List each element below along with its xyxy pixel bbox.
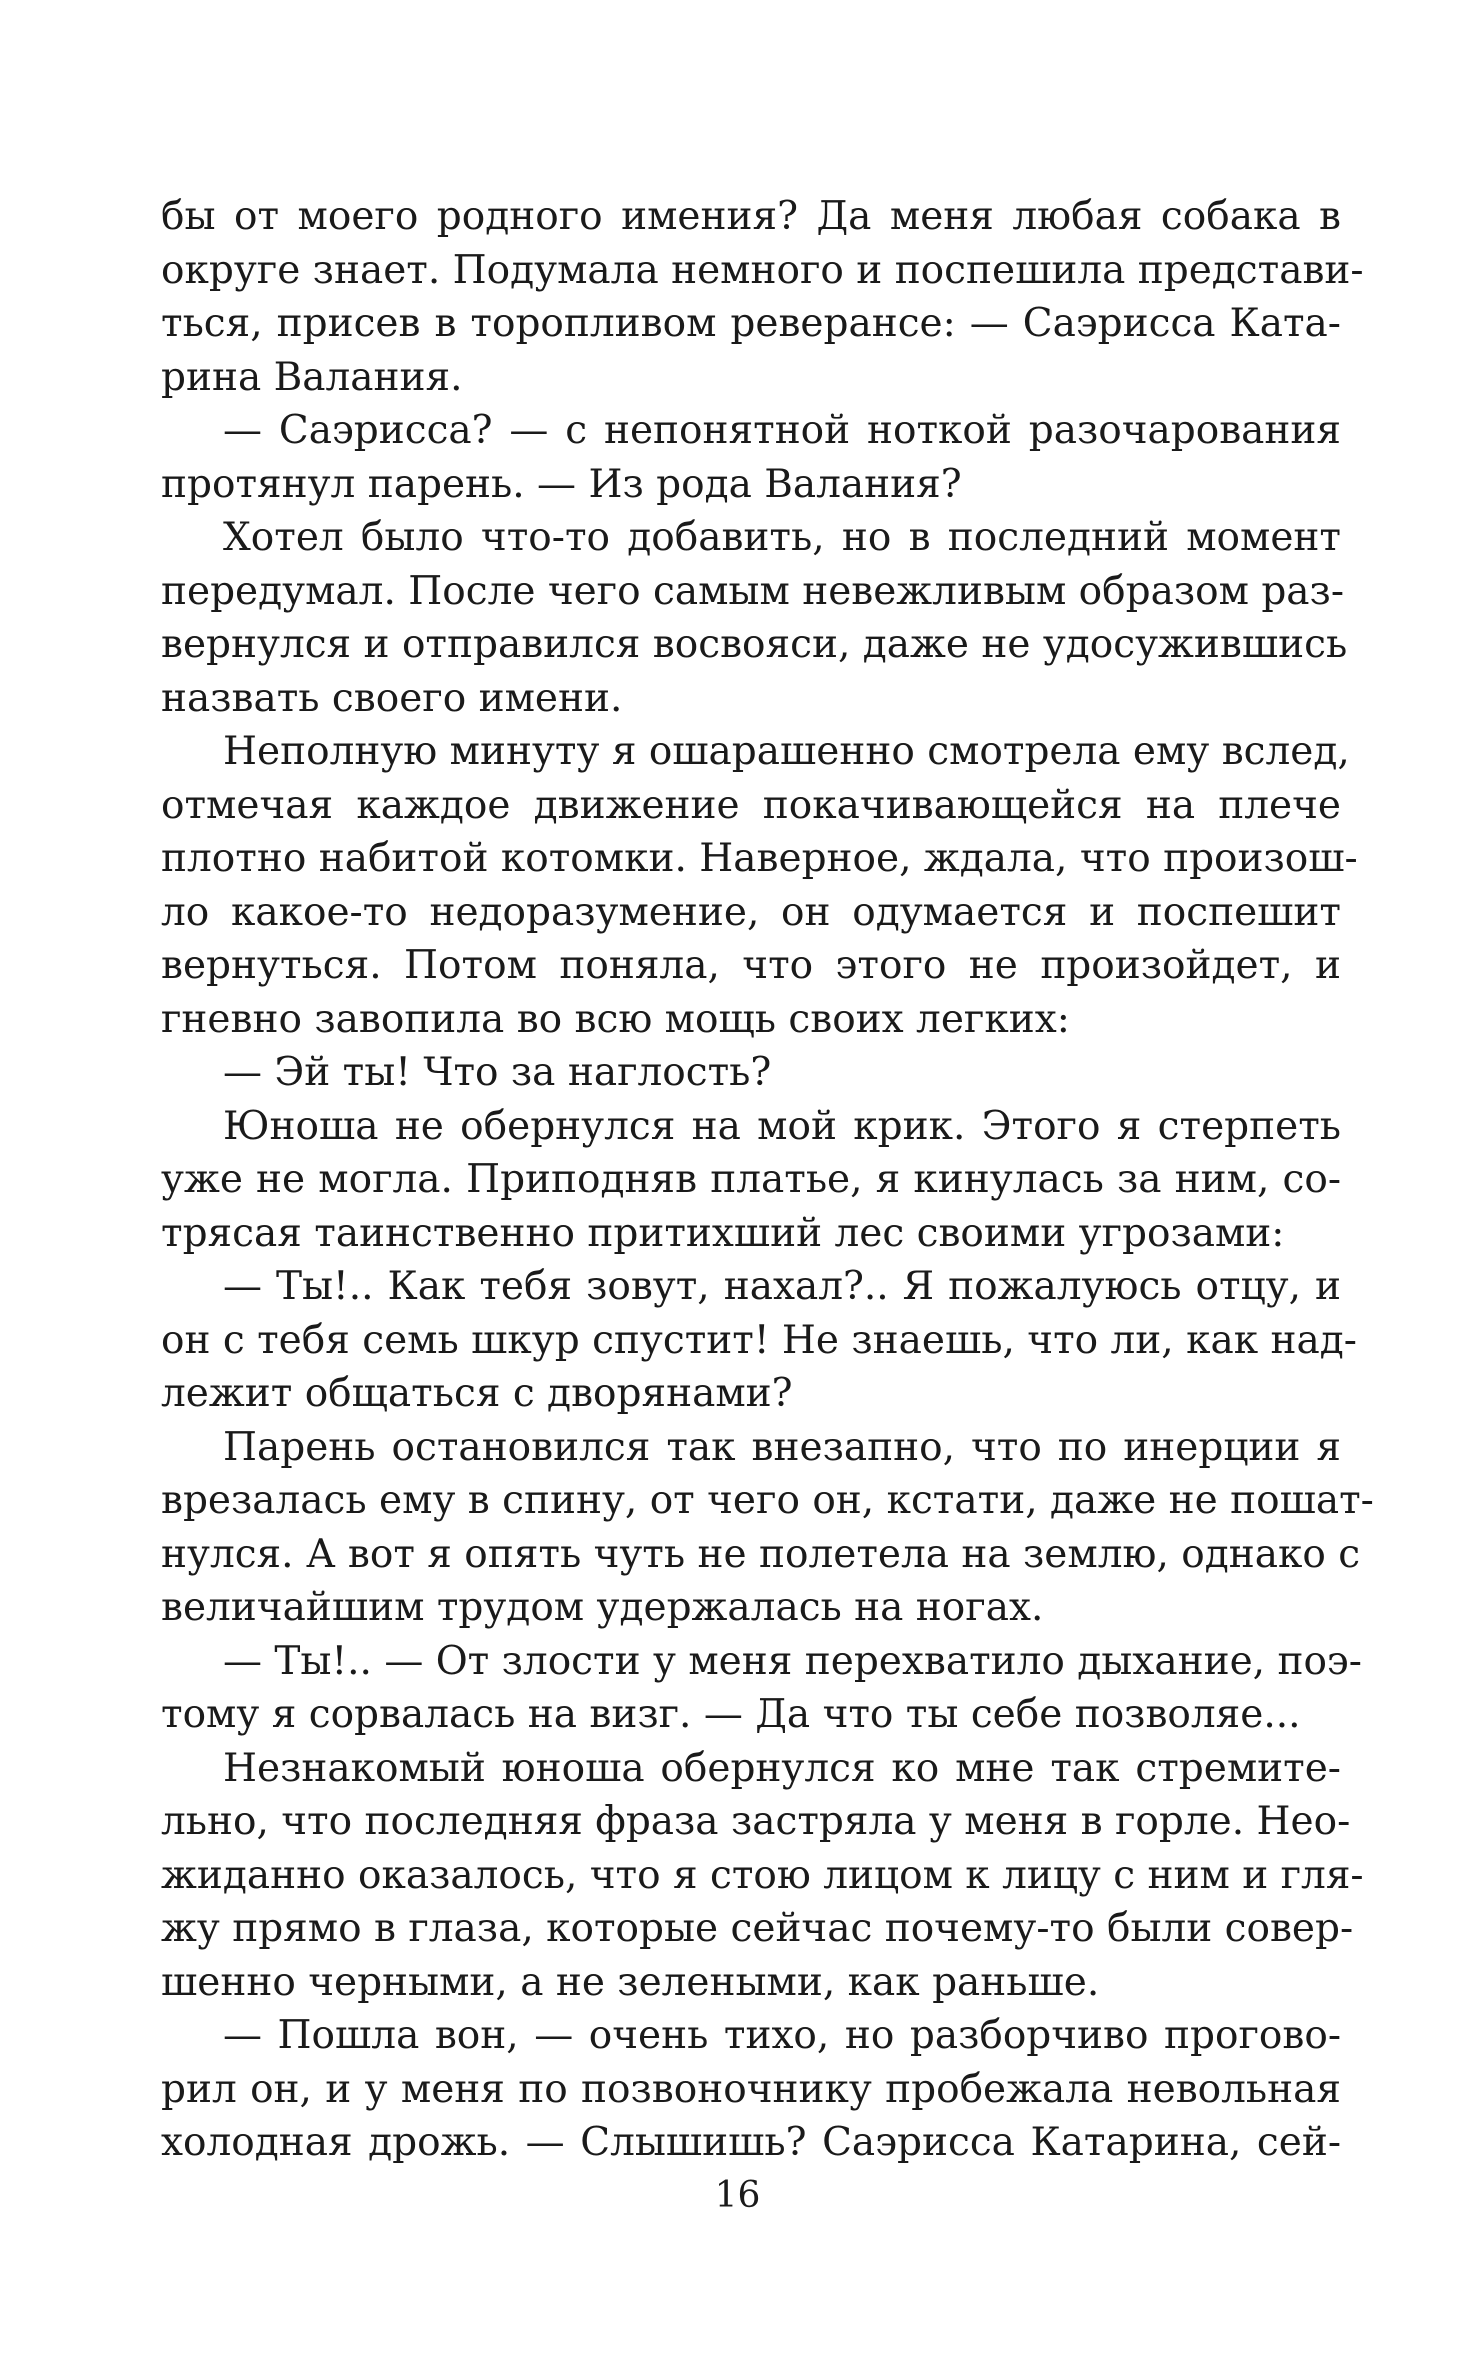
text-line: гневно завопила во всю мощь своих легких: (161, 996, 1070, 1042)
text-line: Хотел было что-то добавить, но в последний момент (223, 515, 1341, 560)
text-line: Юноша не обернулся на мой крик. Этого я стерпеть (223, 1103, 1341, 1149)
text-line: рил он, и у меня по позвоночнику пробежала невольная (161, 2066, 1341, 2112)
text-line: трясая таинственно притихший лес своими угрозами: (161, 1210, 1285, 1256)
text-line: Неполную минуту я ошарашенно смотрела ему вслед, (223, 729, 1350, 774)
text-line: ло какое-то недоразумение, он одумается и поспешит (161, 889, 1341, 935)
text-line: жу прямо в глаза, которые сейчас почему-то были совер- (161, 1906, 1354, 1951)
text-line: нулся. А вот я опять чуть не полетела на землю, однако с (161, 1531, 1361, 1577)
text-line: уже не могла. Приподняв платье, я кинулась за ним, со- (161, 1157, 1341, 1202)
text-line: холодная дрожь. — Слышишь? Саэрисса Катарина, сей- (161, 2120, 1341, 2165)
text-line: — Ты!.. Как тебя зовут, нахал?.. Я пожалуюсь отцу, и (223, 1264, 1341, 1309)
text-line: величайшим трудом удержалась на ногах. (161, 1585, 1044, 1630)
text-line: жиданно оказалось, что я стою лицом к лицу с ним и гля- (161, 1852, 1364, 1898)
text-line: врезалась ему в спину, от чего он, кстати, даже не пошат- (161, 1478, 1374, 1523)
text-line: округе знает. Подумала немного и поспешила представи- (161, 247, 1364, 293)
body-text (161, 190, 1374, 2170)
text-line: — Саэрисса? — с непонятной ноткой разочарования (223, 408, 1341, 453)
text-line: лежит общаться с дворянами? (161, 1371, 793, 1416)
text-line: Незнакомый юноша обернулся ко мне так стремите- (223, 1745, 1341, 1791)
text-line: протянул парень. — Из рода Валания? (161, 461, 962, 507)
text-line: — Ты!.. — От злости у меня перехватило дыхание, поэ- (223, 1638, 1362, 1684)
text-line: отмечая каждое движение покачивающейся на плече (161, 782, 1341, 828)
text-line: шенно черными, а не зелеными, как раньше. (161, 1959, 1100, 2005)
text-line: ться, присев в торопливом реверансе: — Саэрисса Ката- (161, 301, 1341, 346)
text-line: льно, что последняя фраза застряла у меня в горле. Нео- (161, 1799, 1351, 1844)
text-line: — Эй ты! Что за наглость? (223, 1050, 772, 1095)
text-line: вернуться. Потом поняла, что этого не произойдет, и (161, 943, 1341, 988)
text-line: бы от моего родного имения? Да меня любая собака в (161, 194, 1341, 239)
text-line: тому я сорвалась на визг. — Да что ты себе позволяе... (161, 1692, 1301, 1737)
text-line: — Пошла вон, — очень тихо, но разборчиво прогово- (223, 2013, 1341, 2058)
text-line: он с тебя семь шкур спустит! Не знаешь, что ли, как над- (161, 1317, 1357, 1363)
text-line: вернулся и отправился восвояси, даже не удосужившись (161, 622, 1348, 667)
text-line: рина Валания. (161, 354, 463, 400)
text-line: Парень остановился так внезапно, что по инерции я (223, 1424, 1341, 1470)
text-line: назвать своего имени. (161, 675, 623, 721)
page-number: 16 (714, 2175, 761, 2216)
text-line: передумал. После чего самым невежливым образом раз- (161, 568, 1345, 614)
text-line: плотно набитой котомки. Наверное, ждала, что произош- (161, 836, 1358, 881)
